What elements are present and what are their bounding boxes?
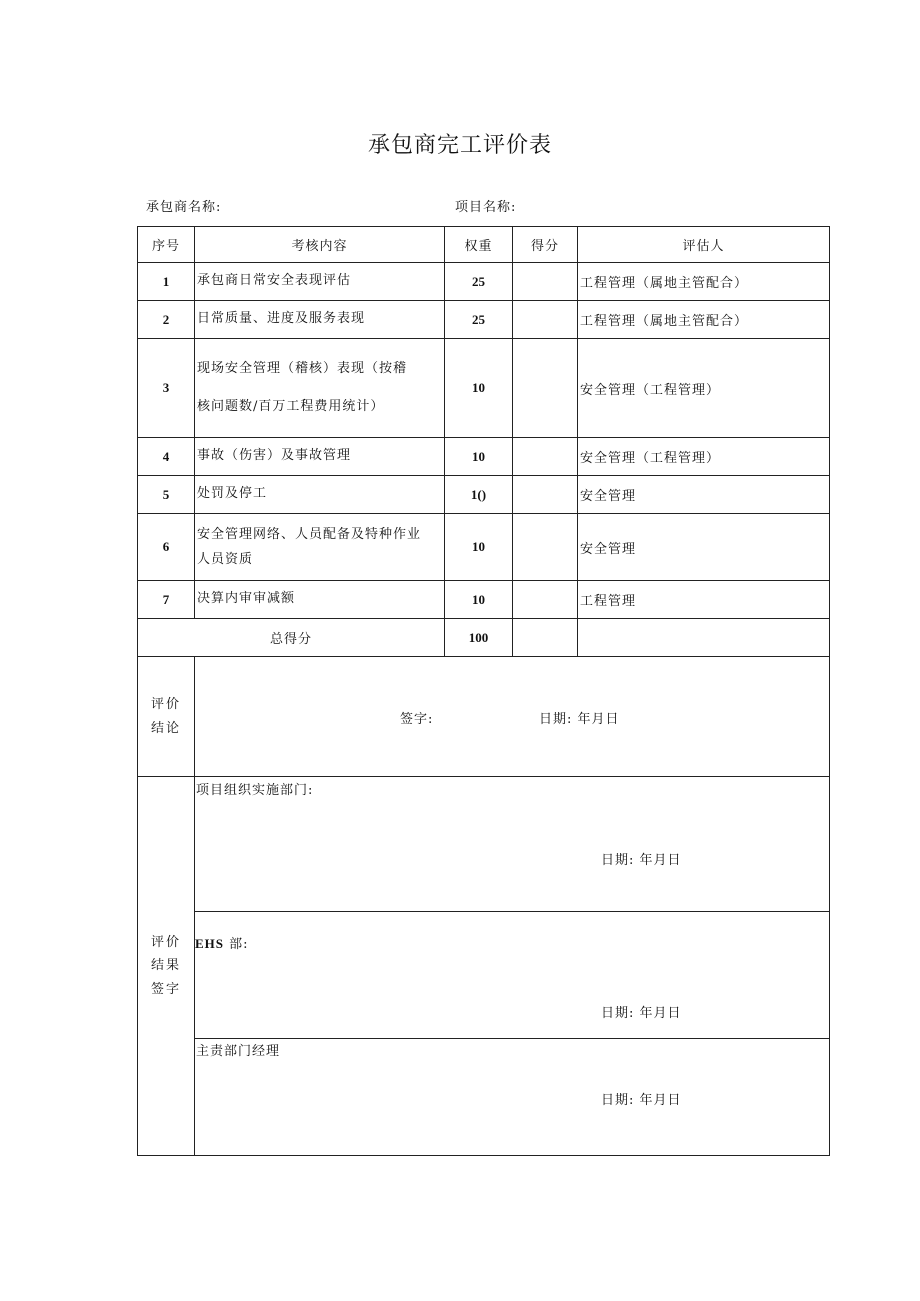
signature-row-manager — [138, 1039, 830, 1156]
manager-label: 主责部门经理 — [196, 1044, 281, 1059]
header-content: 考核内容 — [195, 227, 445, 263]
header-score: 得分 — [513, 227, 578, 263]
row-content-line: 核问题数/百万工程费用统计） — [197, 399, 385, 414]
row-content-line: 事故（伤害）及事故管理 — [197, 448, 352, 464]
ehs-label-suffix: 部: — [224, 937, 249, 952]
conclusion-sign-label: 签字: — [400, 712, 434, 727]
row-evaluator: 工程管理 — [578, 581, 830, 619]
ehs-signature-area[interactable] — [195, 912, 830, 1039]
total-label: 总得分 — [138, 619, 445, 657]
row-weight: 25 — [445, 301, 513, 339]
signature-row-ehs — [138, 912, 830, 1039]
dept-date-label: 日期: 年月日 — [601, 853, 682, 868]
conclusion-row — [138, 657, 830, 777]
signature-row-dept — [138, 777, 830, 912]
header-weight: 权重 — [445, 227, 513, 263]
total-weight: 100 — [445, 619, 513, 657]
table-row — [138, 514, 830, 581]
table-header-row — [138, 227, 830, 263]
dept-label: 项目组织实施部门: — [196, 783, 314, 798]
table-row — [138, 476, 830, 514]
row-evaluator: 工程管理（属地主管配合） — [578, 301, 830, 339]
dept-signature-area[interactable] — [195, 777, 830, 912]
row-content — [195, 339, 445, 438]
row-weight: 10 — [445, 438, 513, 476]
signature-side-line: 评价 — [150, 934, 181, 950]
row-score-cell[interactable] — [513, 476, 578, 514]
row-content-line: 日常质量、进度及服务表现 — [197, 311, 366, 327]
row-content-line: 承包商日常安全表现评估 — [197, 273, 352, 289]
header-evaluator: 评估人 — [578, 227, 830, 263]
row-seq: 6 — [138, 514, 195, 581]
total-score-cell[interactable] — [513, 619, 578, 657]
project-name-label: 项目名称: — [455, 200, 517, 215]
row-score-cell[interactable] — [513, 263, 578, 301]
row-weight: 25 — [445, 263, 513, 301]
row-score-cell[interactable] — [513, 581, 578, 619]
row-evaluator: 安全管理 — [578, 514, 830, 581]
conclusion-side-line: 结论 — [150, 720, 181, 736]
row-content — [195, 438, 445, 476]
page-title: 承包商完工评价表 — [367, 133, 552, 158]
signature-side-line: 签字 — [150, 981, 181, 997]
conclusion-area[interactable] — [195, 657, 830, 777]
total-row — [138, 619, 830, 657]
conclusion-date-label: 日期: 年月日 — [539, 712, 620, 727]
row-score-cell[interactable] — [513, 438, 578, 476]
signature-side-line: 结果 — [150, 958, 181, 974]
row-evaluator: 安全管理 — [578, 476, 830, 514]
row-content — [195, 301, 445, 339]
row-seq: 2 — [138, 301, 195, 339]
row-seq: 1 — [138, 263, 195, 301]
row-content — [195, 263, 445, 301]
conclusion-side-label — [138, 657, 195, 777]
row-seq: 7 — [138, 581, 195, 619]
row-evaluator: 安全管理（工程管理） — [578, 438, 830, 476]
row-content-line: 安全管理网络、人员配备及特种作业 — [197, 527, 422, 542]
row-weight: 1() — [445, 476, 513, 514]
conclusion-side-line: 评价 — [150, 697, 181, 713]
table-row — [138, 581, 830, 619]
ehs-date-label: 日期: 年月日 — [601, 1006, 682, 1021]
row-content-line: 决算内审审减额 — [197, 591, 296, 607]
row-seq: 5 — [138, 476, 195, 514]
table-row — [138, 301, 830, 339]
row-seq: 3 — [138, 339, 195, 438]
row-weight: 10 — [445, 339, 513, 438]
signature-side-label — [138, 777, 195, 1156]
row-content-line: 处罚及停工 — [197, 486, 268, 502]
row-score-cell[interactable] — [513, 514, 578, 581]
table-row — [138, 438, 830, 476]
manager-date-label: 日期: 年月日 — [601, 1093, 682, 1108]
row-evaluator: 安全管理（工程管理） — [578, 339, 830, 438]
row-evaluator: 工程管理（属地主管配合） — [578, 263, 830, 301]
manager-signature-area[interactable] — [195, 1039, 830, 1156]
ehs-label-prefix: EHS — [195, 936, 225, 951]
row-score-cell[interactable] — [513, 301, 578, 339]
ehs-label — [195, 933, 249, 952]
row-seq: 4 — [138, 438, 195, 476]
row-score-cell[interactable] — [513, 339, 578, 438]
header-seq: 序号 — [138, 227, 195, 263]
row-content — [195, 581, 445, 619]
evaluation-table — [137, 226, 830, 1156]
row-weight: 10 — [445, 581, 513, 619]
table-row — [138, 339, 830, 438]
table-row — [138, 263, 830, 301]
row-weight: 10 — [445, 514, 513, 581]
contractor-name-label: 承包商名称: — [146, 200, 222, 215]
row-content — [195, 514, 445, 581]
row-content-line: 人员资质 — [197, 552, 254, 567]
total-evaluator-cell — [578, 619, 830, 657]
row-content-line: 现场安全管理（稽核）表现（按稽 — [197, 361, 408, 376]
row-content — [195, 476, 445, 514]
